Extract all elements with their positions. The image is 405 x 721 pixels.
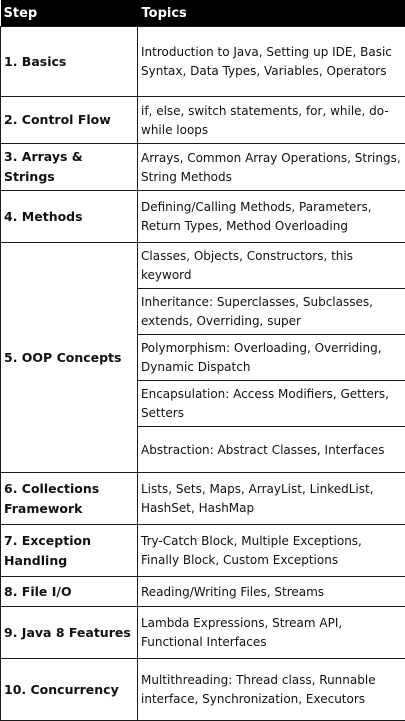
topics-cell: Polymorphism: Overloading, Overriding, Dynamic Dispatch — [138, 335, 405, 381]
table-header-row — [1, 0, 405, 27]
step-column-header: Step — [1, 0, 138, 27]
topics-cell: Multithreading: Thread class, Runnable interface, Synchronization, Executors — [138, 659, 405, 721]
topics-column-header: Topics — [138, 0, 405, 27]
topics-cell: Try-Catch Block, Multiple Exceptions, Finally Block, Custom Exceptions — [138, 525, 405, 577]
topics-cell: Lambda Expressions, Stream API, Functional Interfaces — [138, 607, 405, 659]
step-cell: 5. OOP Concepts — [1, 243, 138, 473]
step-cell: 9. Java 8 Features — [1, 607, 138, 659]
step-cell: 10. Concurrency — [1, 659, 138, 721]
table-row — [1, 525, 405, 577]
topics-cell: if, else, switch statements, for, while, do-while loops — [138, 97, 405, 144]
table-row — [1, 243, 405, 289]
topics-cell: Abstraction: Abstract Classes, Interfaces — [138, 427, 405, 473]
topics-cell: Lists, Sets, Maps, ArrayList, LinkedList, HashSet, HashMap — [138, 473, 405, 525]
step-cell: 2. Control Flow — [1, 97, 138, 144]
step-cell: 7. Exception Handling — [1, 525, 138, 577]
step-cell: 1. Basics — [1, 27, 138, 97]
table-row — [1, 144, 405, 191]
table-row — [1, 473, 405, 525]
step-cell: 8. File I/O — [1, 577, 138, 607]
table-row — [1, 191, 405, 243]
table-row — [1, 607, 405, 659]
topics-cell: Reading/Writing Files, Streams — [138, 577, 405, 607]
topics-cell: Defining/Calling Methods, Parameters, Return Types, Method Overloading — [138, 191, 405, 243]
table-row — [1, 27, 405, 97]
step-cell: 3. Arrays & Strings — [1, 144, 138, 191]
table-row — [1, 659, 405, 721]
topics-cell: Inheritance: Superclasses, Subclasses, extends, Overriding, super — [138, 289, 405, 335]
topics-cell: Classes, Objects, Constructors, this keyword — [138, 243, 405, 289]
step-cell: 4. Methods — [1, 191, 138, 243]
topics-cell: Arrays, Common Array Operations, Strings, String Methods — [138, 144, 405, 191]
topics-cell: Introduction to Java, Setting up IDE, Basic Syntax, Data Types, Variables, Operators — [138, 27, 405, 97]
table-row — [1, 577, 405, 607]
topics-cell: Encapsulation: Access Modifiers, Getters, Setters — [138, 381, 405, 427]
table-row — [1, 97, 405, 144]
step-cell: 6. Collections Framework — [1, 473, 138, 525]
